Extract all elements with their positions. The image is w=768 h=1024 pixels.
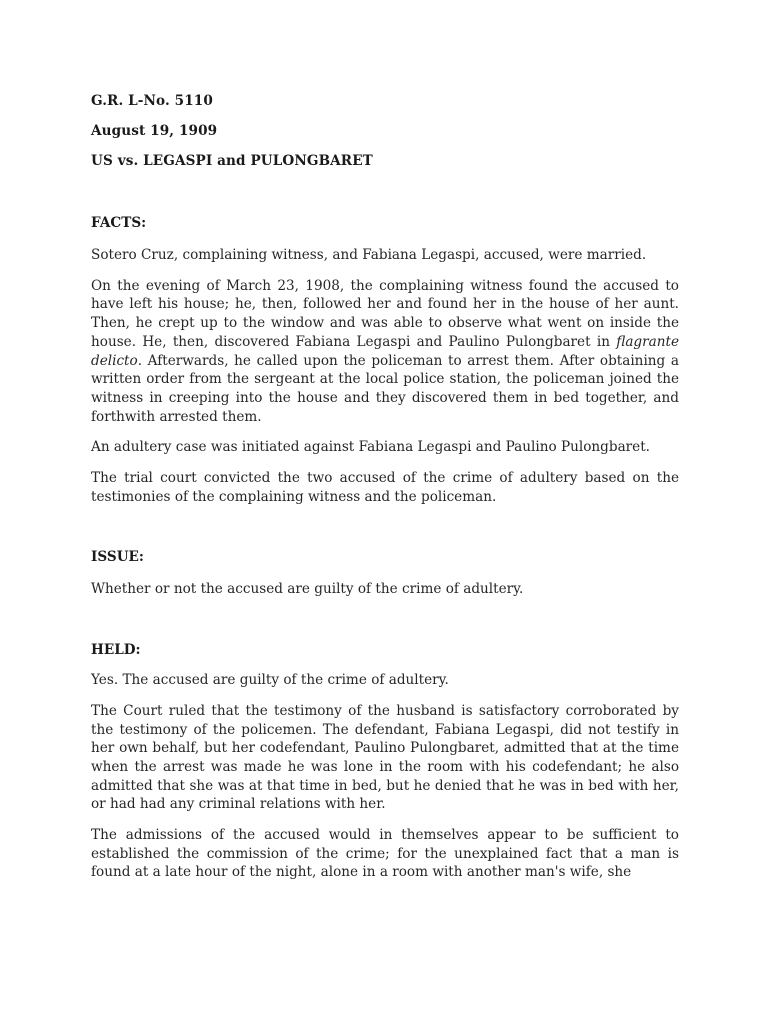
facts-paragraph-2 bbox=[91, 277, 679, 427]
issue-heading: ISSUE: bbox=[91, 549, 144, 566]
facts-paragraph-2-part-b: . Afterwards, he called upon the policeman to arrest them. After obtaining a written order from the sergeant at the local police station, the policeman joined the witness in creeping into the house and they discovered them in bed together, and forthwith arrested them. bbox=[91, 352, 679, 425]
held-paragraph-1: Yes. The accused are guilty of the crime of adultery. bbox=[91, 672, 449, 689]
document-page bbox=[91, 92, 679, 882]
case-title: US vs. LEGASPI and PULONGBARET bbox=[91, 153, 373, 169]
held-paragraph-2: The Court ruled that the testimony of the husband is satisfactory corroborated by the testimony of the policemen. The defendant, Fabiana Legaspi, did not testify in her own behalf, but her codefendant, Paulino Pulongbaret, admitted that at the time when the arrest was made he was lone in the room with his codefendant; he also admitted that she was at that time in bed, but he denied that he was in bed with her, or had had any criminal relations with her. bbox=[91, 702, 679, 813]
case-number: G.R. L-No. 5110 bbox=[91, 93, 213, 109]
facts-paragraph-1: Sotero Cruz, complaining witness, and Fabiana Legaspi, accused, were married. bbox=[91, 247, 647, 263]
case-date: August 19, 1909 bbox=[91, 123, 218, 139]
facts-heading: FACTS: bbox=[91, 215, 147, 231]
facts-paragraph-2-latin-term: flagrante delicto bbox=[91, 333, 679, 369]
facts-paragraph-4: The trial court convicted the two accused of the crime of adultery based on the testimonies of the complaining witness and the policeman. bbox=[91, 470, 679, 505]
issue-paragraph-1: Whether or not the accused are guilty of the crime of adultery. bbox=[91, 581, 524, 598]
held-paragraph-3: The admissions of the accused would in themselves appear to be sufficient to established the commission of the crime; for the unexplained fact that a man is found at a late hour of the night, alone in a room with another man's wife, she bbox=[91, 827, 679, 881]
facts-paragraph-2-part-a: On the evening of March 23, 1908, the complaining witness found the accused to have left his house; he, then, followed her and found her in the house of her aunt. Then, he crept up to the window and was able to observe what went on inside the house. He, then, discovered Fabiana Legaspi and Paulino Pulongbaret in bbox=[91, 277, 679, 350]
held-heading: HELD: bbox=[91, 642, 141, 659]
facts-paragraph-3: An adultery case was initiated against Fabiana Legaspi and Paulino Pulongbaret. bbox=[91, 439, 651, 456]
